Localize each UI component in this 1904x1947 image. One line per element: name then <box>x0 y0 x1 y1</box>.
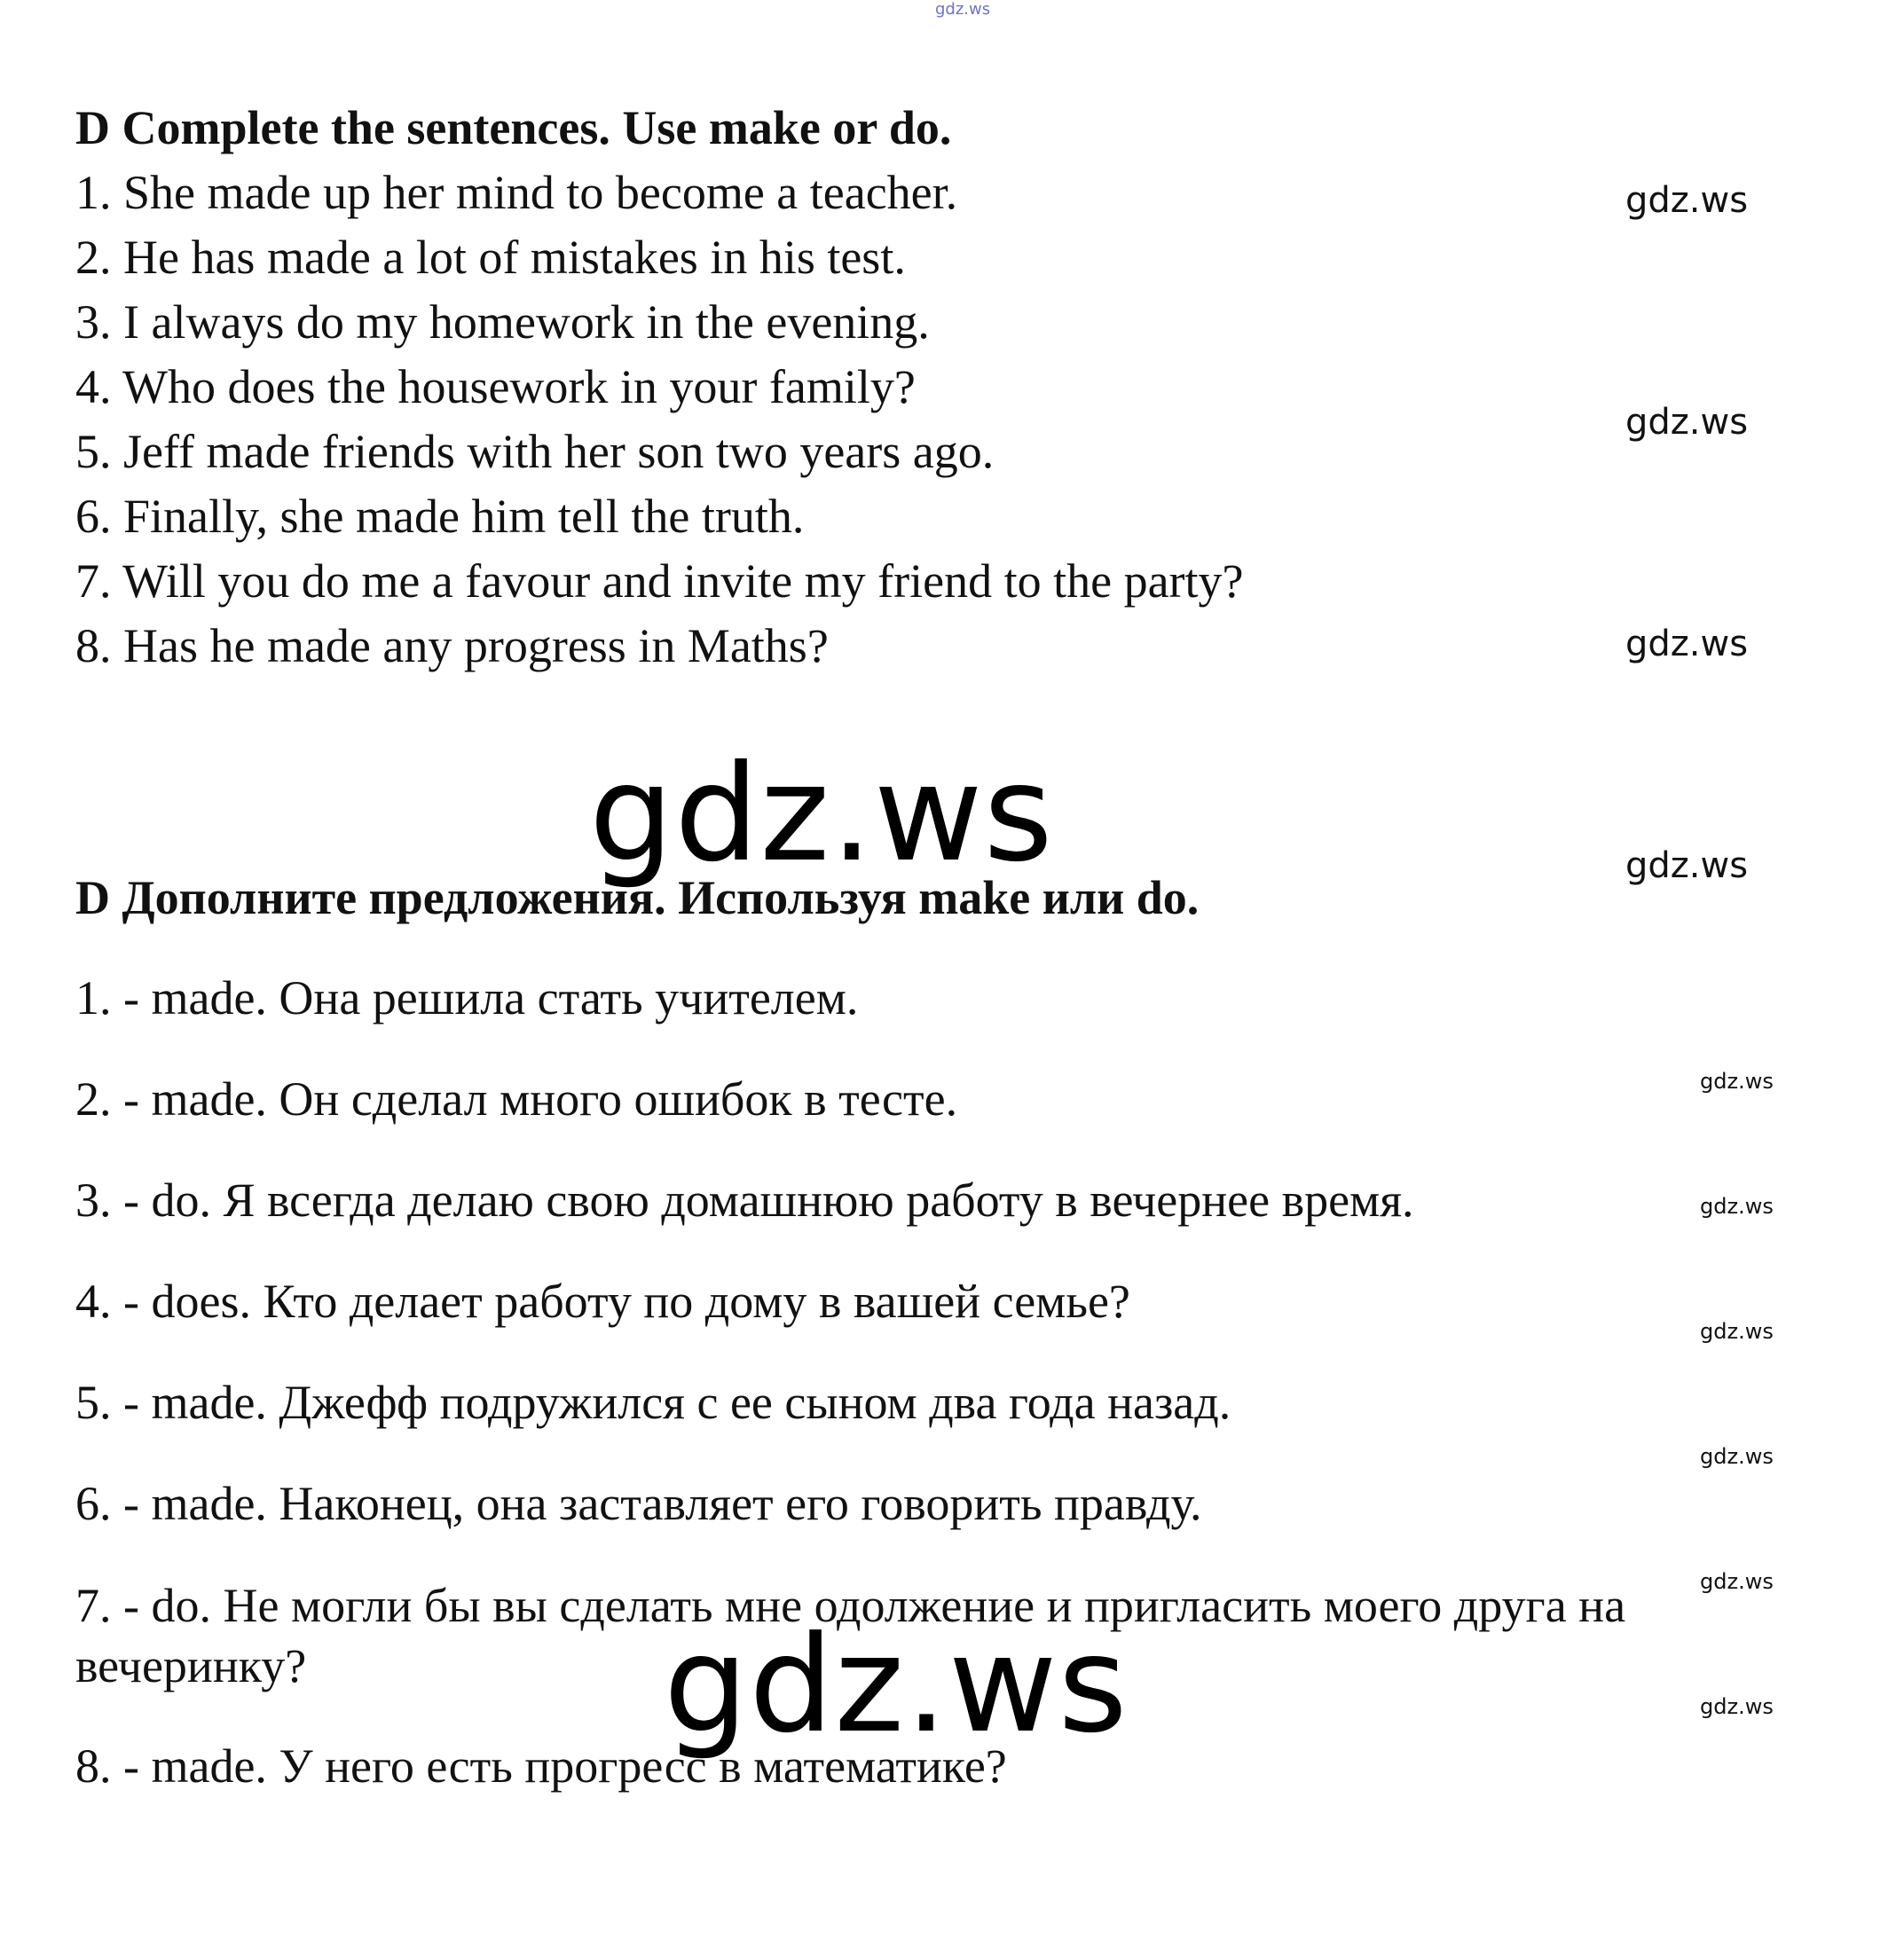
translation-item-3: 3. - do. Я всегда делаю свою домашнюю работу в вечернее время. <box>75 1174 1414 1227</box>
exercise-item-4: 4. Who does the housework in your family? <box>75 360 916 413</box>
watermark-medium-1: gdz.ws <box>1625 180 1749 221</box>
exercise-item-1: 1. She made up her mind to become a teacher. <box>75 166 958 219</box>
watermark-medium-4: gdz.ws <box>1625 845 1749 886</box>
translation-item-2: 2. - made. Он сделал много ошибок в тесте. <box>75 1072 958 1126</box>
exercise-title: D Complete the sentences. Use make or do. <box>75 101 952 154</box>
watermark-small-1: gdz.ws <box>1700 1069 1774 1094</box>
watermark-small-3: gdz.ws <box>1700 1319 1774 1344</box>
translation-item-8: 8. - made. У него есть прогресс в математике? <box>75 1739 1007 1793</box>
watermark-small-6: gdz.ws <box>1700 1694 1774 1719</box>
translation-item-7: 7. - do. Не могли бы вы сделать мне одолжение и пригласить моего друга на вечеринку? <box>75 1579 1626 1692</box>
watermark-large-1: gdz.ws <box>589 737 1054 891</box>
exercise-item-5: 5. Jeff made friends with her son two years ago. <box>75 425 995 478</box>
watermark-medium-2: gdz.ws <box>1625 402 1749 443</box>
translation-item-5: 5. - made. Джефф подружился с ее сыном два года назад. <box>75 1376 1231 1429</box>
watermark-top: gdz.ws <box>935 0 991 19</box>
watermark-small-4: gdz.ws <box>1700 1444 1774 1469</box>
watermark-medium-3: gdz.ws <box>1625 624 1749 664</box>
watermark-small-5: gdz.ws <box>1700 1569 1774 1594</box>
translation-item-1: 1. - made. Она решила стать учителем. <box>75 971 859 1025</box>
translation-title: D Дополните предложения. Используя make или do. <box>75 871 1200 924</box>
watermark-large-2: gdz.ws <box>664 1608 1129 1763</box>
exercise-item-7: 7. Will you do me a favour and invite my friend to the party? <box>75 554 1244 608</box>
exercise-item-8: 8. Has he made any progress in Maths? <box>75 619 829 672</box>
exercise-item-6: 6. Finally, she made him tell the truth. <box>75 490 805 543</box>
exercise-item-3: 3. I always do my homework in the evening. <box>75 295 930 349</box>
translation-item-4: 4. - does. Кто делает работу по дому в вашей семье? <box>75 1275 1130 1328</box>
exercise-item-2: 2. He has made a lot of mistakes in his test. <box>75 231 906 284</box>
translation-item-6: 6. - made. Наконец, она заставляет его говорить правду. <box>75 1477 1202 1530</box>
watermark-small-2: gdz.ws <box>1700 1194 1774 1219</box>
